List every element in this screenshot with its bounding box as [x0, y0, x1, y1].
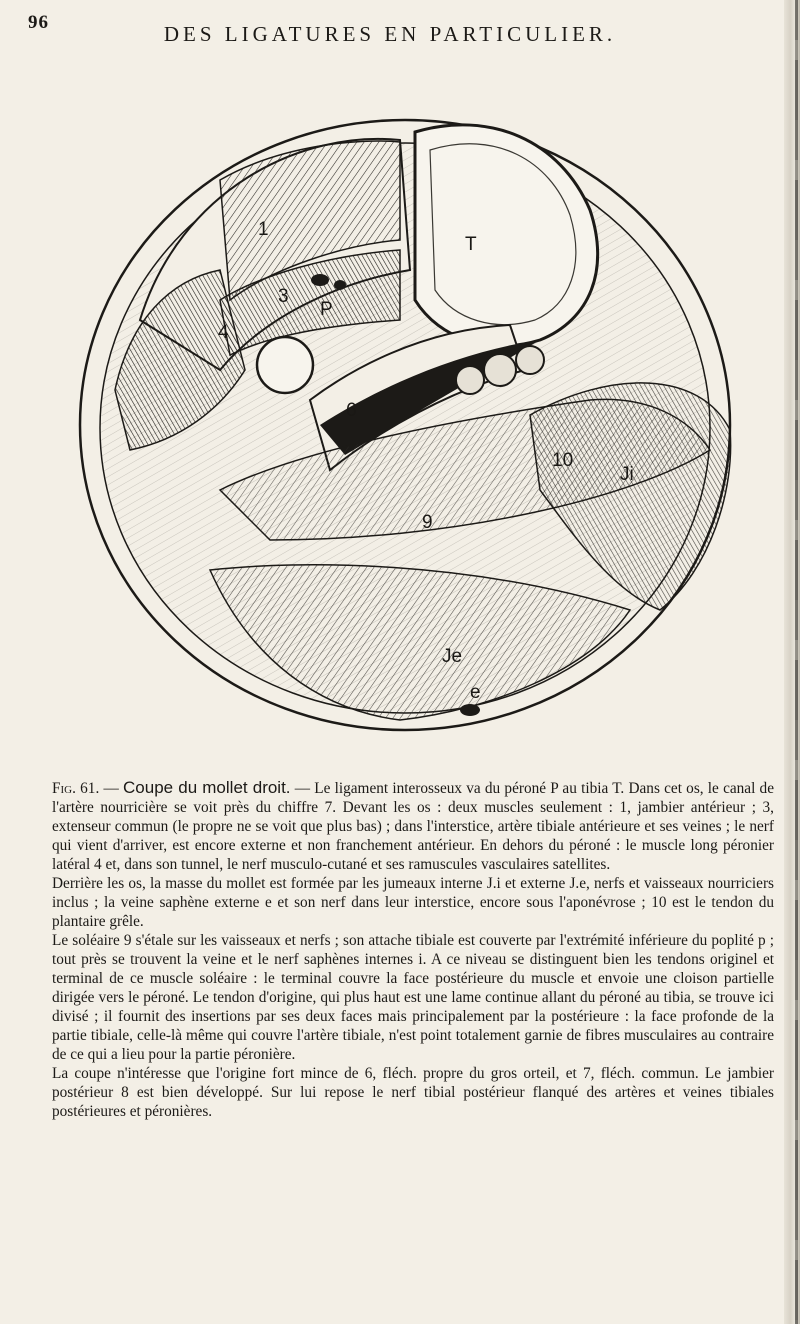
running-head: DES LIGATURES EN PARTICULIER. — [163, 22, 617, 46]
vessel — [334, 280, 346, 290]
vessel — [516, 346, 544, 374]
label-10: 10 — [552, 450, 574, 471]
figure-caption — [52, 778, 774, 1121]
page-number: 96 — [28, 12, 49, 33]
figure-title: Coupe du mollet droit. — [123, 778, 291, 797]
fibula-bone — [257, 337, 313, 393]
caption-paragraph-4: La coupe n'intéresse que l'origine fort mince de 6, fléch. propre du gros orteil, et 7, fléch. commun. Le jambier postérieur 8 est bien développé. Sur lui repose le nerf tibial postérieur flanqué des artères et veines tibiales postérieures et péronières. — [52, 1065, 774, 1120]
caption-paragraph-2: Derrière les os, la masse du mollet est formée par les jumeaux interne J.i et externe J.e, nerfs et vaisseaux nourriciers inclus ; la veine saphène externe e et son nerf dans leur interstice, encore sous l'aponévrose ; 10 est le tendon du plantaire grêle. — [52, 875, 774, 930]
label-P: P — [320, 299, 333, 320]
label-T: T — [465, 234, 477, 255]
label-4: 4 — [218, 322, 229, 343]
vessel — [311, 274, 329, 286]
page-header — [0, 0, 780, 60]
vessel — [456, 366, 484, 394]
caption-paragraph-3: Le soléaire 9 s'étale sur les vaisseaux et nerfs ; son attache tibiale est couverte par l'extrémité inférieure du poplité p ; tout près se trouvent la veine et le nerf saphènes internes i. A ce niveau se distinguent bien les tendons originel et terminal de ce muscle soléaire : le terminal couvre la face postérieure du muscle et envoie une cloison partielle dirigée vers le péroné. Le tendon d'origine, qui plus haut est une lame continue allant du péroné au tibia, se trouve ici divisé ; il fournit des insertions par ses deux faces mais principalement par la postérieure : la face profonde de la partie tibiale, celle-là même qui couvre l'artère tibiale, n'est point totalement garnie de fibres musculaires au contraire de ce qui a lieu pour la partie péronière. — [52, 932, 774, 1063]
vessel — [484, 354, 516, 386]
tibia-bone — [415, 125, 598, 346]
saphenous-vein — [460, 704, 480, 716]
figure-label: Fig. 61. — [52, 780, 100, 797]
label-e: e — [470, 682, 481, 703]
caption-text-1: — Le ligament interosseux va du péroné P au tibia T. Dans cet os, le canal de l'artère nourricière se voit près du chiffre 7. Devant les os : deux muscles seulement : 1, jambier antérieur ; 3, extenseur commun (le propre ne se voit que plus bas) ; dans l'interstice, artère tibiale antérieure et ses veines ; le nerf qui vient d'arriver, est encore externe et non franchement antérieur. En dehors du péroné : le muscle long péronier latéral 4 et, dans son tunnel, le nerf musculo-cutané et ses ramuscules vasculaires satellites. — [52, 780, 774, 873]
caption-paragraph-1 — [52, 778, 774, 874]
book-page-edge — [784, 0, 800, 1324]
cross-section-illustration — [70, 70, 770, 770]
figure-label-dash: — — [99, 780, 124, 797]
label-6: 6 — [346, 400, 357, 421]
label-9: 9 — [422, 512, 433, 533]
label-1: 1 — [258, 219, 269, 240]
label-Ji: Ji — [620, 464, 634, 485]
figure-61-leg-cross-section — [70, 70, 770, 770]
label-3: 3 — [278, 286, 289, 307]
label-Je: Je — [442, 646, 463, 667]
